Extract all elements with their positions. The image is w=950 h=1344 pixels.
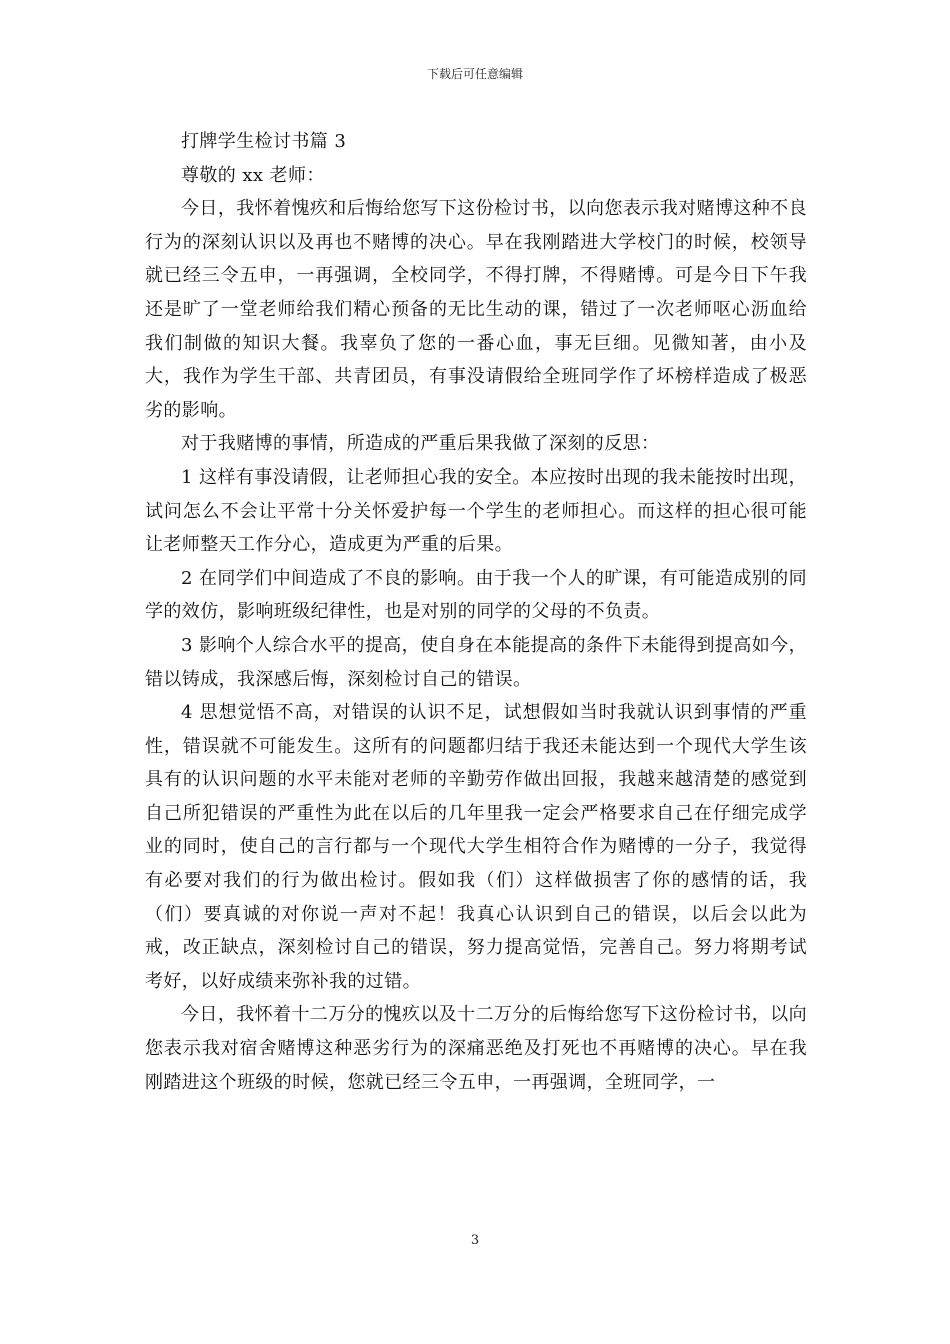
salutation: 尊敬的 xx 老师： xyxy=(181,164,325,186)
document-body xyxy=(145,125,807,1099)
paragraph-point-3: 3 影响个人综合水平的提高，使自身在本能提高的条件下未能得到提高如今，错以铸成，我深感后悔，深刻检讨自己的错误。 xyxy=(145,634,807,690)
paragraph-closing: 今日，我怀着十二万分的愧疚以及十二万分的后悔给您写下这份检讨书，以向您表示我对宿舍赌博这种恶劣行为的深痛恶绝及打死也不再赌博的决心。早在我刚踏进这个班级的时候，您就已经三令五申，一再强调，全班同学，一 xyxy=(145,1004,807,1093)
paragraph-point-1: 1 这样有事没请假，让老师担心我的安全。本应按时出现的我未能按时出现，试问怎么不会让平常十分关怀爱护每一个学生的老师担心。而这样的担心很可能让老师整天工作分心，造成更为严重的后果。 xyxy=(145,466,807,556)
document-title: 打牌学生检讨书篇 3 xyxy=(181,131,347,152)
paragraph-intro: 今日，我怀着愧疚和后悔给您写下这份检讨书，以向您表示我对赌博这种不良行为的深刻认识以及再也不赌博的决心。早在我刚踏进大学校门的时候，校领导就已经三令五申，一再强调，全校同学，不得打牌，不得赌博。可是今日下午我还是旷了一堂老师给我们精心预备的无比生动的课，错过了一次老师呕心沥血给我们制做的知识大餐。我辜负了您的一番心血，事无巨细。见微知著，由小及大，我作为学生干部、共青团员，有事没请假给全班同学作了坏榜样造成了极恶劣的影响。 xyxy=(145,198,807,421)
paragraph-point-4: 4 思想觉悟不高，对错误的认识不足，试想假如当时我就认识到事情的严重性，错误就不可能发生。这所有的问题都归结于我还未能达到一个现代大学生该具有的认识问题的水平未能对老师的辛勤劳作做出回报，我越来越清楚的感觉到自己所犯错误的严重性为此在以后的几年里我一定会严格要求自己在仔细完成学业的同时，使自己的言行都与一个现代大学生相符合作为赌博的一分子，我觉得有必要对我们的行为做出检讨。假如我（们）这样做损害了你的感情的话，我（们）要真诚的对你说一声对不起！我真心认识到自己的错误，以后会以此为戒，改正缺点，深刻检讨自己的错误，努力提高觉悟，完善自己。努力将期考试考好，以好成绩来弥补我的过错。 xyxy=(145,702,807,992)
paragraph-reflection-lead: 对于我赌博的事情，所造成的严重后果我做了深刻的反思： xyxy=(181,433,660,455)
page-header: 下载后可任意编辑 xyxy=(426,67,523,81)
page-number: 3 xyxy=(470,1233,480,1248)
paragraph-point-2: 2 在同学们中间造成了不良的影响。由于我一个人的旷课，有可能造成别的同学的效仿，影响班级纪律性，也是对别的同学的父母的不负责。 xyxy=(145,567,807,623)
